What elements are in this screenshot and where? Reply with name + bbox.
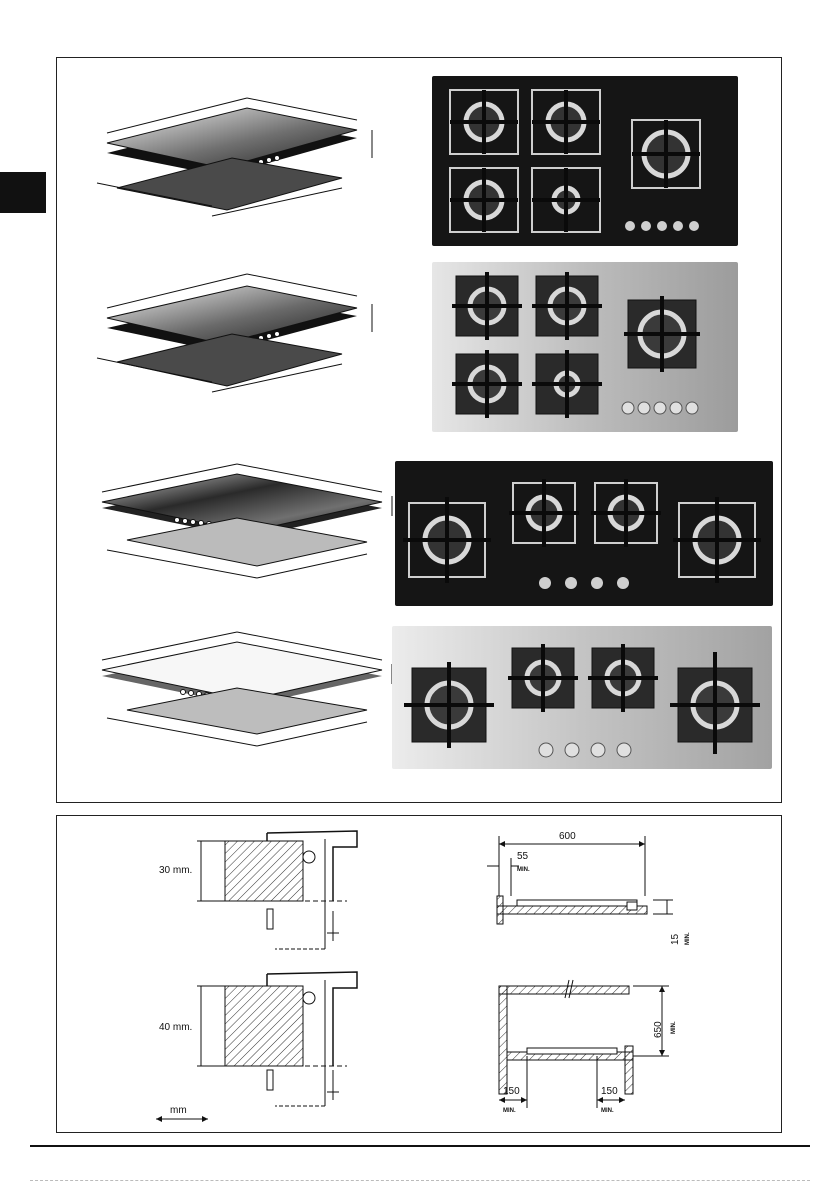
- dim-150-right-label: 150: [601, 1086, 618, 1097]
- section-tab: [0, 172, 46, 213]
- dim-15-label: 15: [670, 933, 681, 945]
- footer-rule: [30, 1145, 810, 1147]
- hob-iso-dimension-drawing: [87, 628, 417, 778]
- hob-iso-dimension-drawing: [87, 88, 417, 238]
- worktop-30mm-section: [147, 821, 367, 961]
- thickness-40-label: 40 mm.: [159, 1022, 193, 1033]
- product-row-1: [57, 88, 781, 258]
- dim-55-min-label: MIN.: [517, 867, 530, 873]
- product-row-2: [57, 268, 781, 438]
- hob-iso-dimension-drawing: [87, 268, 417, 418]
- product-row-4: [57, 628, 781, 788]
- hob-photo-stainless-5-inline: [392, 626, 772, 769]
- hob-iso-dimension-drawing: [87, 458, 417, 608]
- unit-mm-indicator: [152, 1103, 212, 1127]
- unit-label: mm: [170, 1105, 187, 1116]
- dim-600-label: 600: [559, 831, 576, 842]
- dim-150-left-min-label: MIN.: [503, 1108, 516, 1114]
- top-clearance-diagram: [477, 826, 737, 951]
- product-overview-panel: [56, 57, 782, 803]
- dim-55-label: 55: [517, 851, 529, 862]
- hob-photo-black-4plus1: [432, 76, 738, 246]
- cut-line: [30, 1180, 810, 1182]
- installation-panel: [56, 815, 782, 1133]
- dim-150-right-min-label: MIN.: [601, 1108, 614, 1114]
- product-row-3: [57, 458, 781, 618]
- thickness-30-label: 30 mm.: [159, 865, 193, 876]
- hob-photo-black-5-inline: [395, 461, 773, 606]
- side-clearance-diagram: [477, 976, 737, 1131]
- dim-15-min-label: MIN.: [685, 932, 691, 945]
- hob-photo-stainless-4plus1: [432, 262, 738, 432]
- dim-150-left-label: 150: [503, 1086, 520, 1097]
- dim-650-label: 650: [653, 1021, 664, 1038]
- dim-650-min-label: MIN.: [671, 1021, 677, 1034]
- worktop-40mm-section: [147, 966, 367, 1116]
